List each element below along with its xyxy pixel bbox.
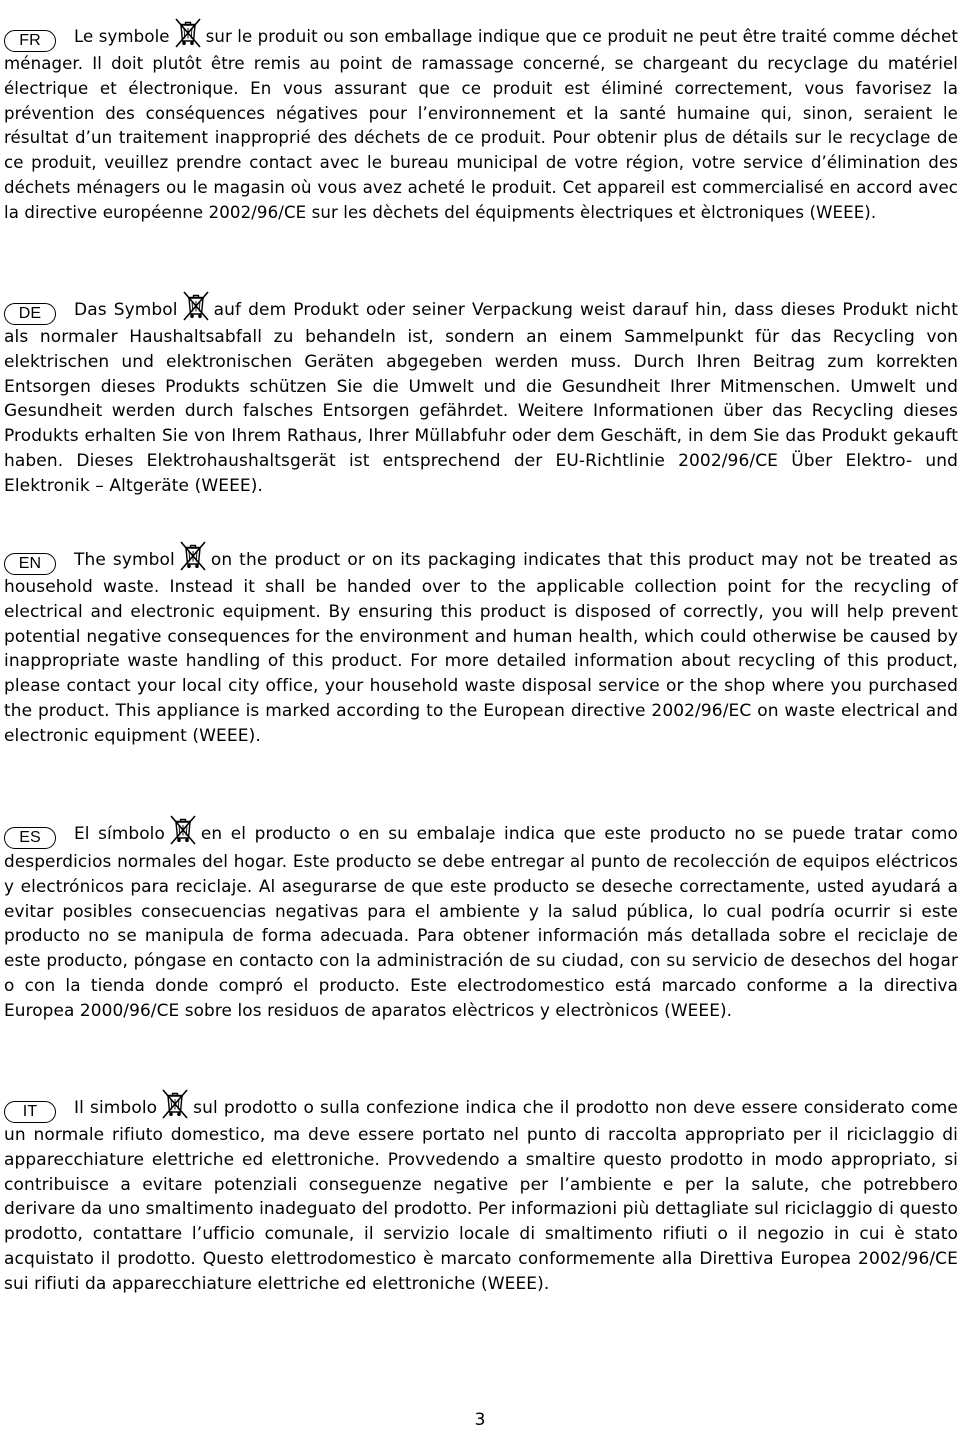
paragraph-en	[4, 540, 958, 749]
crossed-out-wheelie-bin-icon	[174, 17, 202, 49]
crossed-out-wheelie-bin-icon	[182, 290, 210, 322]
paragraph-fr	[4, 17, 958, 226]
body-text-fr: sur le produit ou son emballage indique que ce produit ne peut être traité comme déchet ménager. Il doit plutôt être remis au point de ramassage concerné, se chargeant du recyclage du matériel électrique et électronique. En vous assurant que ce produit est éliminé correctement, vous favorisez la prévention des conséquences négatives pour l’environnement et la santé humaine qui, sinon, seraient le résultat d’un traitement inapproprié des déchets de ce produit. Pour obtenir plus de détails sur le recyclage de ce produit, veuillez prendre contact avec le bureau municipal de votre région, votre service d’élimination des déchets ménagers ou le magasin où vous avez acheté le produit. Cet appareil est commercialisé en accord avec la directive européenne 2002/96/CE sur les dèchets del équipments èlectriques et èlctroniques (WEEE).	[4, 27, 958, 222]
body-text-de: auf dem Produkt oder seiner Verpackung weist darauf hin, dass dieses Produkt nicht als normaler Haushaltsabfall zu behandeln ist, sondern an einem Sammelpunkt für das Recycling von elektrischen und elektronischen Geräten abgegeben werden muss. Durch Ihren Beitrag zum korrekten Entsorgen dieses Produkts schützen Sie die Umwelt und die Gesundheit Ihrer Mitmenschen. Umwelt und Gesundheit werden durch falsches Entsorgen gefährdet. Weitere Informationen über das Recycling dieses Produkts erhalten Sie von Ihrem Rathaus, Ihrer Müllabfuhr oder dem Geschäft, in dem Sie das Produkt gekauft haben. Dieses Elektrohaushaltsgerät ist entsprechend der EU-Richtlinie 2002/96/CE Über Elektro- und Elektronik – Altgeräte (WEEE).	[4, 300, 958, 496]
section-fr	[4, 17, 958, 226]
body-text-es: en el producto o en su embalaje indica que este producto no se puede tratar como desperdicios normales del hogar. Este producto se debe entregar al punto de recolección de equipos eléctricos y electrónicos para reciclaje. Al asegurarse de que este producto se deseche correctamente, usted ayudará a evitar posibles consecuencias negativas para el ambiente y la salud pública, lo cual podría ocurrir si este producto no se manipula de forma adecuada. Para obtener información más detallada sobre el reciclaje de este producto, póngase en contacto con la administración de su ciudad, con su servicio de desechos del hogar o con la tienda donde compró el producto. Este electrodomestico está marcado conforme a la directiva Europea 2000/96/CE sobre los residuos de aparatos elèctricos y electrònicos (WEEE).	[4, 823, 958, 1020]
lead-text-it: Il simbolo	[74, 1098, 158, 1118]
section-de	[4, 290, 958, 499]
lead-text-fr: Le symbole	[74, 27, 170, 46]
lead-text-en: The symbol	[74, 550, 175, 570]
page-number: 3	[474, 1410, 486, 1430]
crossed-out-wheelie-bin-icon	[161, 1088, 189, 1120]
crossed-out-wheelie-bin-icon	[169, 814, 197, 846]
lang-badge-en: EN	[4, 553, 56, 575]
section-es	[4, 814, 958, 1023]
body-text-en: on the product or on its packaging indicates that this product may not be treated as household waste. Instead it shall be handed over to the applicable collection point for the recycling of electrical and electronic equipment. By ensuring this product is disposed of correctly, you will help prevent potential negative consequences for the environment and human health, which could otherwise be caused by inappropriate waste handling of this product. For more detailed information about recycling of this product, please contact your local city office, your household waste disposal service or the shop where you purchased the product. This appliance is marked according to the European directive 2002/96/EC on waste electrical and electronic equipment (WEEE).	[4, 550, 958, 746]
body-text-it: sul prodotto o sulla confezione indica che il prodotto non deve essere considerato come un normale rifiuto domestico, ma deve essere portato nel punto di raccolta appropriato per il riciclaggio di apparecchiature elettriche ed elettroniche. Provvedendo a smaltire questo prodotto in modo appropriato, si contribuisce a evitare potenziali conseguenze negative per l’ambiente e per la salute, che potrebbero derivare da uno smaltimento inadeguato del prodotto. Per informazioni più dettagliate sul riciclaggio di questo prodotto, contattare l’ufficio comunale, il servizio locale di smaltimento rifiuti o il negozio in cui è stato acquistato il prodotto. Questo elettrodomestico è marcato conformemente alla Direttiva Europea 2002/96/CE sui rifiuti da apparecchiature elettriche ed elettroniche (WEEE).	[4, 1098, 958, 1294]
lang-badge-fr: FR	[4, 30, 56, 52]
paragraph-it	[4, 1088, 958, 1297]
section-en	[4, 540, 958, 749]
lead-text-de: Das Symbol	[74, 300, 178, 320]
lead-text-es: El símbolo	[74, 823, 165, 843]
crossed-out-wheelie-bin-icon	[179, 540, 207, 572]
lang-badge-de: DE	[4, 303, 56, 325]
paragraph-de	[4, 290, 958, 499]
lang-badge-es: ES	[4, 827, 56, 849]
paragraph-es	[4, 814, 958, 1023]
section-it	[4, 1088, 958, 1297]
lang-badge-it: IT	[4, 1101, 56, 1123]
